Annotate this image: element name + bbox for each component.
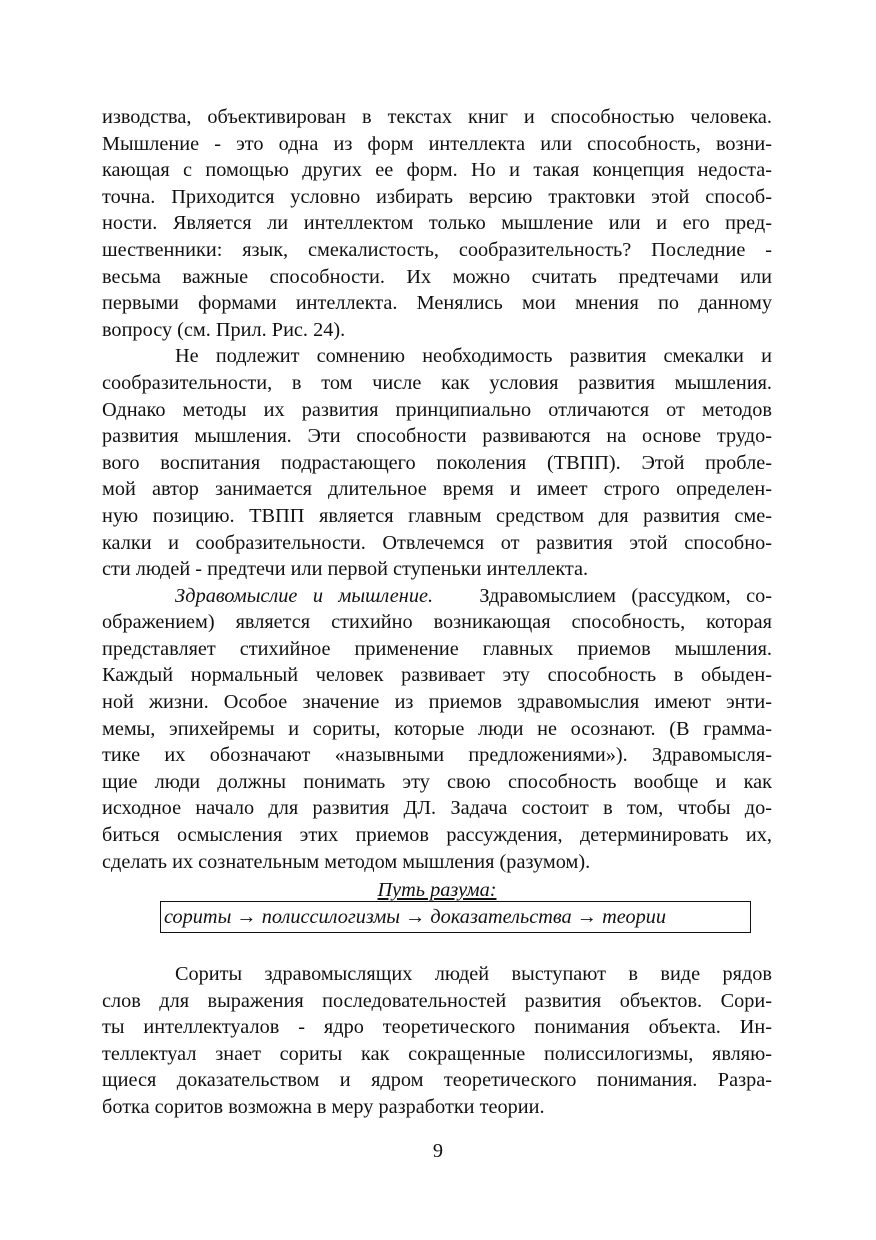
text-line: ты интеллектуалов - ядро теоретического понимания объекта. Ин- xyxy=(102,1016,772,1039)
text-line: калки и сообразительности. Отвлечемся от развития этой способно- xyxy=(102,531,772,554)
text-line: ную позицию. ТВПП является главным средством для развития сме- xyxy=(102,504,772,527)
text-line: теллектуал знает сориты как сокращенные полиссилогизмы, являю- xyxy=(102,1042,772,1065)
text-line: Однако методы их развития принципиально отличаются от методов xyxy=(102,398,772,421)
text-line: Не подлежит сомнению необходимость развития смекалки и xyxy=(175,345,772,368)
path-of-reason-box: сориты → полиссилогизмы → доказательства → теории xyxy=(160,901,751,933)
paragraph-3 xyxy=(102,583,772,876)
text-line: вопросу (см. Прил. Рис. 24). xyxy=(102,318,346,341)
text-line: первыми формами интеллекта. Менялись мои мнения по данному xyxy=(102,292,772,315)
text-line: щиеся доказательством и ядром теоретического понимания. Разра- xyxy=(102,1069,772,1092)
text-line: точна. Приходится условно избирать версию трактовки этой способ- xyxy=(102,185,772,208)
text-line: вого воспитания подрастающего поколения (ТВПП). Этой пробле- xyxy=(102,451,772,474)
text-line: ботка соритов возможна в меру разработки теории. xyxy=(102,1095,545,1118)
text-line xyxy=(102,583,772,610)
text-line: Мышление - это одна из форм интеллекта или способность, возни- xyxy=(102,132,772,155)
text-line: Каждый нормальный человек развивает эту способность в обыден- xyxy=(102,664,772,687)
text-line: представляет стихийное применение главных приемов мышления. xyxy=(102,637,772,660)
text-line: ображением) является стихийно возникающая способность, которая xyxy=(102,611,772,634)
text-line: слов для выражения последовательностей развития объектов. Сори- xyxy=(102,989,772,1012)
text-line: мемы, эпихейремы и сориты, которые люди не осознают. (В грамма- xyxy=(102,717,772,740)
path-of-reason-title: Путь разума: xyxy=(377,879,497,901)
section-heading: Здравомыслие и мышление. xyxy=(175,584,434,607)
text-line: сделать их сознательным методом мышления (разумом). xyxy=(102,850,591,873)
text-line: щие люди должны понимать эту свою способность вообще и как xyxy=(102,770,772,793)
text-line: весьма важные способности. Их можно считать предтечами или xyxy=(102,265,772,288)
text-line: шественники: язык, смекалистость, сообразительность? Последние - xyxy=(102,238,772,261)
text-line: тике их обозначают «назывными предложениями»). Здравомысля- xyxy=(102,744,772,767)
text-line: исходное начало для развития ДЛ. Задача состоит в том, чтобы до- xyxy=(102,797,772,820)
text-line: мой автор занимается длительное время и имеет строго определен- xyxy=(102,478,772,501)
text-line: изводства, объективирован в текстах книг и способностью человека. xyxy=(102,106,772,128)
page-number: 9 xyxy=(432,1140,444,1162)
text-line: развития мышления. Эти способности развиваются на основе трудо- xyxy=(102,425,772,448)
text-line: ности. Является ли интеллектом только мышление или и его пред- xyxy=(102,212,772,235)
paragraph-2 xyxy=(102,343,772,582)
paragraph-4 xyxy=(102,961,772,1121)
text-line: кающая с помощью других ее форм. Но и такая концепция недоста- xyxy=(102,159,772,182)
paragraph-1 xyxy=(102,104,772,343)
text-line: сти людей - предтечи или первой ступеньки интеллекта. xyxy=(102,558,589,581)
heading-continuation: Здравомыслием (рассудком, со- xyxy=(479,584,772,607)
text-line: ной жизни. Особое значение из приемов здравомыслия имеют энти- xyxy=(102,691,772,714)
text-line: Сориты здравомыслящих людей выступают в виде рядов xyxy=(175,963,772,985)
text-line: биться осмысления этих приемов рассуждения, детерминировать их, xyxy=(102,824,772,847)
text-line: сообразительности, в том числе как условия развития мышления. xyxy=(102,371,772,394)
page-body xyxy=(102,104,772,1118)
